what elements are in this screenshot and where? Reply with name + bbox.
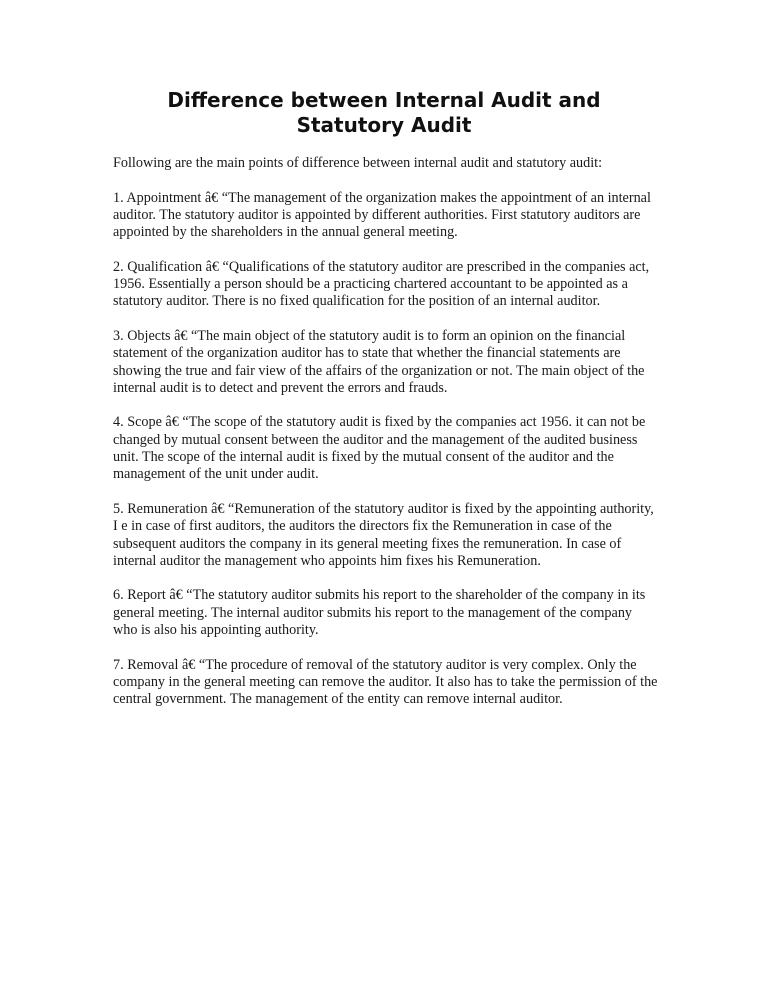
point-remuneration: 5. Remuneration â€ “Remuneration of the statutory auditor is fixed by the appointing authority, I e in case of first auditors, the auditors the directors fix the Remuneration in case of the subsequent auditors the company in its general meeting fixes the remuneration. In case of internal auditor the management who appoints him fixes his Remuneration. bbox=[113, 500, 654, 569]
point-report: 6. Report â€ “The statutory auditor submits his report to the shareholder of the company in its general meeting. The internal auditor submits his report to the management of the company who is also his appointing authority. bbox=[113, 587, 646, 639]
point-objects: 3. Objects â€ “The main object of the statutory audit is to form an opinion on the financial statement of the organization auditor has to state that whether the financial statements are showing the true and fair view of the affairs of the organization or not. The main object of the internal audit is to detect and prevent the errors and frauds. bbox=[113, 327, 645, 396]
document-body bbox=[113, 155, 658, 726]
intro-paragraph: Following are the main points of difference between internal audit and statutory audit: bbox=[113, 155, 603, 171]
point-appointment: 1. Appointment â€ “The management of the organization makes the appointment of an internal auditor. The statutory auditor is appointed by different authorities. First statutory auditors are appointed by the shareholders in the annual general meeting. bbox=[113, 189, 651, 241]
point-scope: 4. Scope â€ “The scope of the statutory audit is fixed by the companies act 1956. it can not be changed by mutual consent between the auditor and the management of the audited business unit. The scope of the internal audit is fixed by the mutual consent of the auditor and the management of the unit under audit. bbox=[113, 414, 646, 483]
point-removal: 7. Removal â€ “The procedure of removal of the statutory auditor is very complex. Only the company in the general meeting can remove the auditor. It also has to take the permission of the central government. The management of the entity can remove internal auditor. bbox=[113, 656, 658, 708]
page-title bbox=[113, 88, 655, 138]
title-line-2: Statutory Audit bbox=[296, 113, 472, 137]
title-line-1: Difference between Internal Audit and bbox=[167, 88, 601, 112]
point-qualification: 2. Qualification â€ “Qualifications of the statutory auditor are prescribed in the companies act, 1956. Essentially a person should be a practicing chartered accountant to be appointed as a statutory auditor. There is no fixed qualification for the position of an internal auditor. bbox=[113, 258, 650, 310]
